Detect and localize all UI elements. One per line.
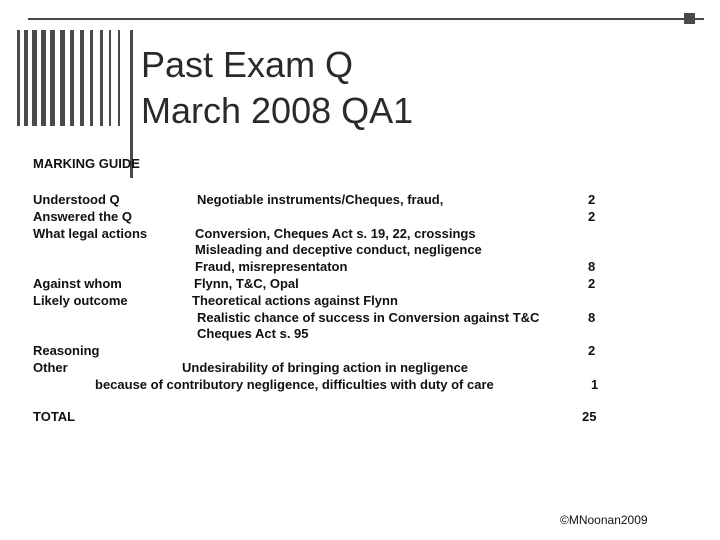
decor-bar <box>50 30 55 126</box>
decor-bar <box>24 30 28 126</box>
mark-likely-outcome: 8 <box>588 310 596 325</box>
label-against-whom: Against whom <box>33 276 122 291</box>
mark-other: 1 <box>591 377 599 392</box>
top-right-square <box>684 13 695 24</box>
label-total: TOTAL <box>33 409 76 424</box>
decor-bar <box>90 30 93 126</box>
decor-bar <box>41 30 46 126</box>
mark-understood: 2 <box>588 192 596 207</box>
title-line-2: March 2008 QA1 <box>141 90 414 131</box>
label-likely-outcome: Likely outcome <box>33 293 128 308</box>
mark-what-legal: 8 <box>588 259 596 274</box>
label-reasoning: Reasoning <box>33 343 100 358</box>
mark-total: 25 <box>582 409 597 424</box>
desc-fraud: Fraud, misrepresentaton <box>195 259 348 274</box>
decor-bar <box>100 30 103 126</box>
label-other: Other <box>33 360 68 375</box>
slide-title <box>141 42 413 134</box>
label-answered: Answered the Q <box>33 209 132 224</box>
desc-negotiable: Negotiable instruments/Cheques, fraud, <box>197 192 444 207</box>
decor-bar <box>109 30 111 126</box>
mark-answered: 2 <box>588 209 596 224</box>
top-rule <box>28 18 704 20</box>
decor-bar <box>118 30 120 126</box>
desc-realistic: Realistic chance of success in Conversion against T&C <box>197 310 540 325</box>
desc-misleading: Misleading and deceptive conduct, negligence <box>195 242 482 257</box>
label-what-legal: What legal actions <box>33 226 148 241</box>
decor-bar <box>32 30 37 126</box>
mark-against-whom: 2 <box>588 276 596 291</box>
label-understood: Understood Q <box>33 192 120 207</box>
desc-because: because of contributory negligence, difficulties with duty of care <box>95 377 494 392</box>
copyright-footer: ©MNoonan2009 <box>560 513 648 527</box>
desc-conversion: Conversion, Cheques Act s. 19, 22, crossings <box>195 226 476 241</box>
mark-reasoning: 2 <box>588 343 596 358</box>
desc-theoretical: Theoretical actions against Flynn <box>192 293 398 308</box>
desc-cheques-act: Cheques Act s. 95 <box>197 326 309 341</box>
marking-guide-heading: MARKING GUIDE <box>33 156 140 171</box>
desc-undesirability: Undesirability of bringing action in negligence <box>182 360 469 375</box>
decor-bar <box>60 30 65 126</box>
decorative-bars <box>17 30 157 126</box>
decor-bar <box>17 30 20 126</box>
desc-flynn: Flynn, T&C, Opal <box>194 276 299 291</box>
decor-bar <box>70 30 74 126</box>
title-line-1: Past Exam Q <box>141 44 354 85</box>
decor-bar <box>80 30 84 126</box>
